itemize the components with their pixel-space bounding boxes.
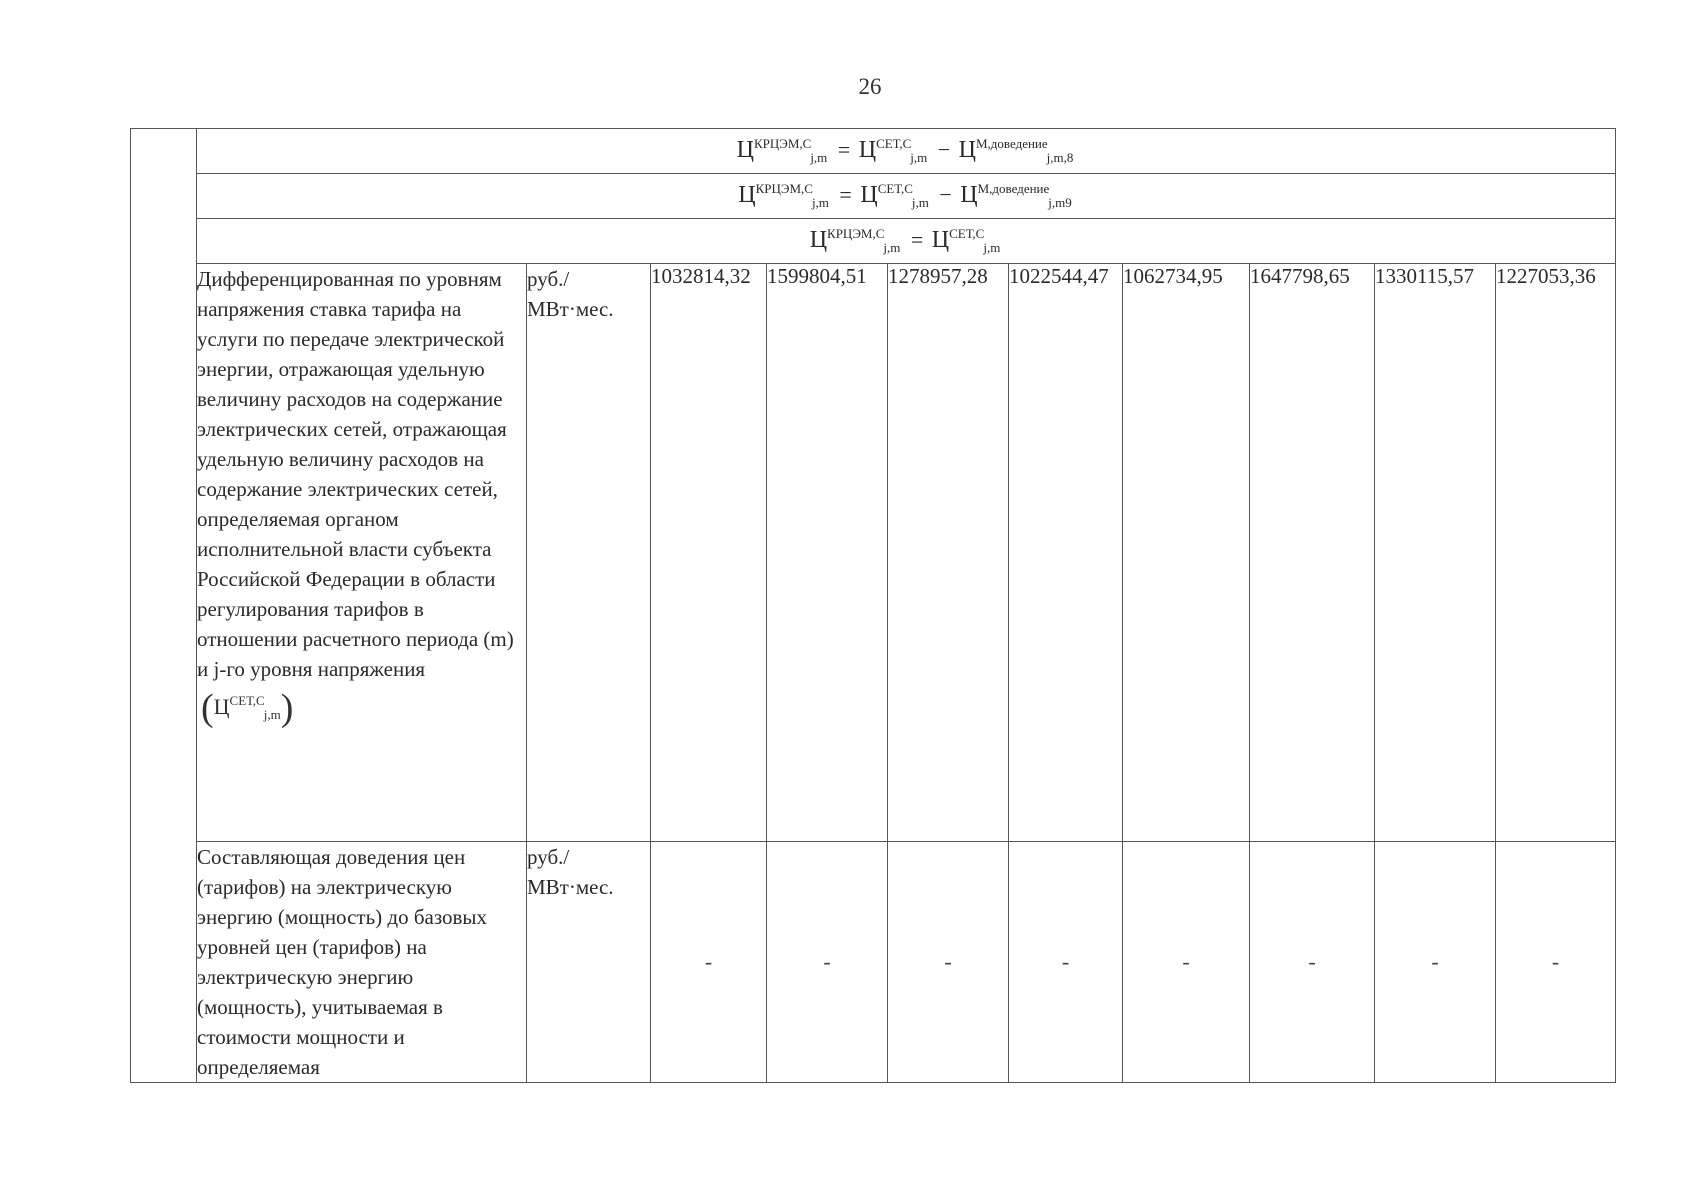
table-row bbox=[131, 264, 1616, 842]
formula-cell bbox=[197, 174, 1616, 219]
description-text: Составляющая доведения цен (тарифов) на электрическую энергию (мощность) до базовых уровней цен (тарифов) на электрическую энергию (мощность), учитываемая в стоимости мощности и определяемая bbox=[197, 845, 488, 1079]
formula-lhs: $Ц^{КРЦЭМ,С}_{j,m}$ bbox=[809, 226, 901, 255]
left-gutter-cell bbox=[131, 129, 197, 1083]
formula-term: $Ц^{СЕТ,С}_{j,m}$ bbox=[860, 181, 929, 210]
row-unit bbox=[527, 842, 651, 1083]
equals-sign: = bbox=[910, 227, 924, 252]
unit-line: МВт·мес. bbox=[527, 297, 614, 321]
formula-row bbox=[131, 129, 1616, 174]
formula bbox=[810, 226, 1003, 256]
formula-lhs: $Ц^{КРЦЭМ,С}_{j,m}$ bbox=[736, 136, 828, 165]
value-cell: 1599804,51 bbox=[767, 264, 888, 842]
description-text: Дифференцированная по уровням напряжения ставка тарифа на услуги по передаче электрической энергии, отражающая удельную величину расходов на содержание электрических сетей, отражающая удельную величину расходов на содержание электрических сетей, определяемая органом исполнительной власти субъекта Российской Федерации в области регулирования тарифов в отношении расчетного периода (m) и j-го уровня напряжения bbox=[197, 267, 514, 681]
value-cell: 1647798,65 bbox=[1250, 264, 1375, 842]
value-cell: - bbox=[1009, 842, 1123, 1083]
value-cell: 1278957,28 bbox=[888, 264, 1009, 842]
table-row bbox=[131, 842, 1616, 1083]
inline-formula: $(Ц^{СЕТ,С}_{j,m})$ bbox=[201, 687, 294, 729]
formula bbox=[738, 181, 1074, 211]
formula-term: $Ц^{СЕТ,С}_{j,m}$ bbox=[858, 136, 928, 165]
formula bbox=[737, 136, 1076, 166]
value-cell: - bbox=[1123, 842, 1250, 1083]
equals-sign: = bbox=[839, 182, 852, 207]
value-cell: 1062734,95 bbox=[1123, 264, 1250, 842]
formula-term: $Ц^{СЕТ,С}_{j,m}$ bbox=[931, 226, 1001, 255]
formula-term: $Ц^{М,доведение}_{j,m9}$ bbox=[960, 181, 1072, 210]
value-cell: - bbox=[888, 842, 1009, 1083]
formula-row bbox=[131, 219, 1616, 264]
value-cell: - bbox=[1250, 842, 1375, 1083]
page-number: 26 bbox=[858, 74, 882, 99]
minus-sign: − bbox=[939, 182, 952, 207]
value-cell: 1032814,32 bbox=[651, 264, 767, 842]
formula-cell bbox=[197, 129, 1616, 174]
formula-cell bbox=[197, 219, 1616, 264]
formula-lhs: $Ц^{КРЦЭМ,С}_{j,m}$ bbox=[738, 181, 829, 210]
tariff-table bbox=[130, 128, 1616, 1083]
value-cell: - bbox=[1496, 842, 1616, 1083]
formula-row bbox=[131, 174, 1616, 219]
value-cell: 1227053,36 bbox=[1496, 264, 1616, 842]
unit-line: руб./ bbox=[527, 267, 570, 291]
row-description bbox=[197, 264, 527, 842]
formula-term: $Ц^{М,доведение}_{j,m,8}$ bbox=[958, 136, 1074, 165]
value-cell: 1330115,57 bbox=[1375, 264, 1496, 842]
row-unit bbox=[527, 264, 651, 842]
unit-line: МВт·мес. bbox=[527, 875, 614, 899]
value-cell: - bbox=[1375, 842, 1496, 1083]
value-cell: - bbox=[651, 842, 767, 1083]
unit-line: руб./ bbox=[527, 845, 570, 869]
value-cell: 1022544,47 bbox=[1009, 264, 1123, 842]
equals-sign: = bbox=[837, 137, 851, 162]
minus-sign: − bbox=[937, 137, 951, 162]
value-cell: - bbox=[767, 842, 888, 1083]
row-description bbox=[197, 842, 527, 1083]
